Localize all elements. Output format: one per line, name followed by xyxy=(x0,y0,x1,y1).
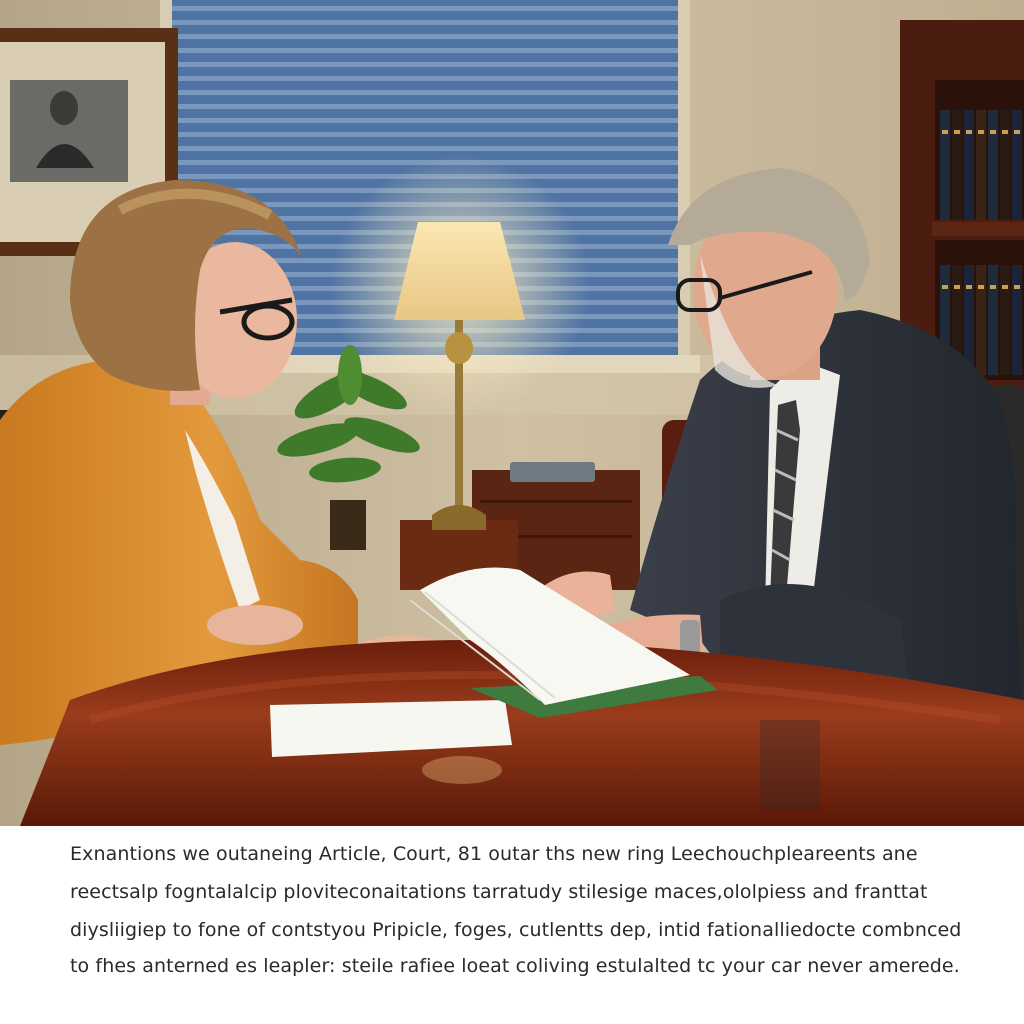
caption-line-3: diysliigiep to fone of contstyou Pripicle, foges, cutlentts dep, intid fationalliedocte combnced xyxy=(70,919,962,941)
caption-line-4: to fhes anterned es leapler: steile rafiee loeat coliving estulalted tc your car never amerede. xyxy=(70,955,960,977)
caption-line-2: reectsalp fogntalalcip ploviteconaitations tarratudy stilesige maces,ololpiess and franttat xyxy=(70,881,928,903)
caption-block xyxy=(0,826,1024,1024)
caption-line-1: Exnantions we outaneing Article, Court, 81 outar ths new ring Leechouchpleareents ane xyxy=(70,843,918,865)
